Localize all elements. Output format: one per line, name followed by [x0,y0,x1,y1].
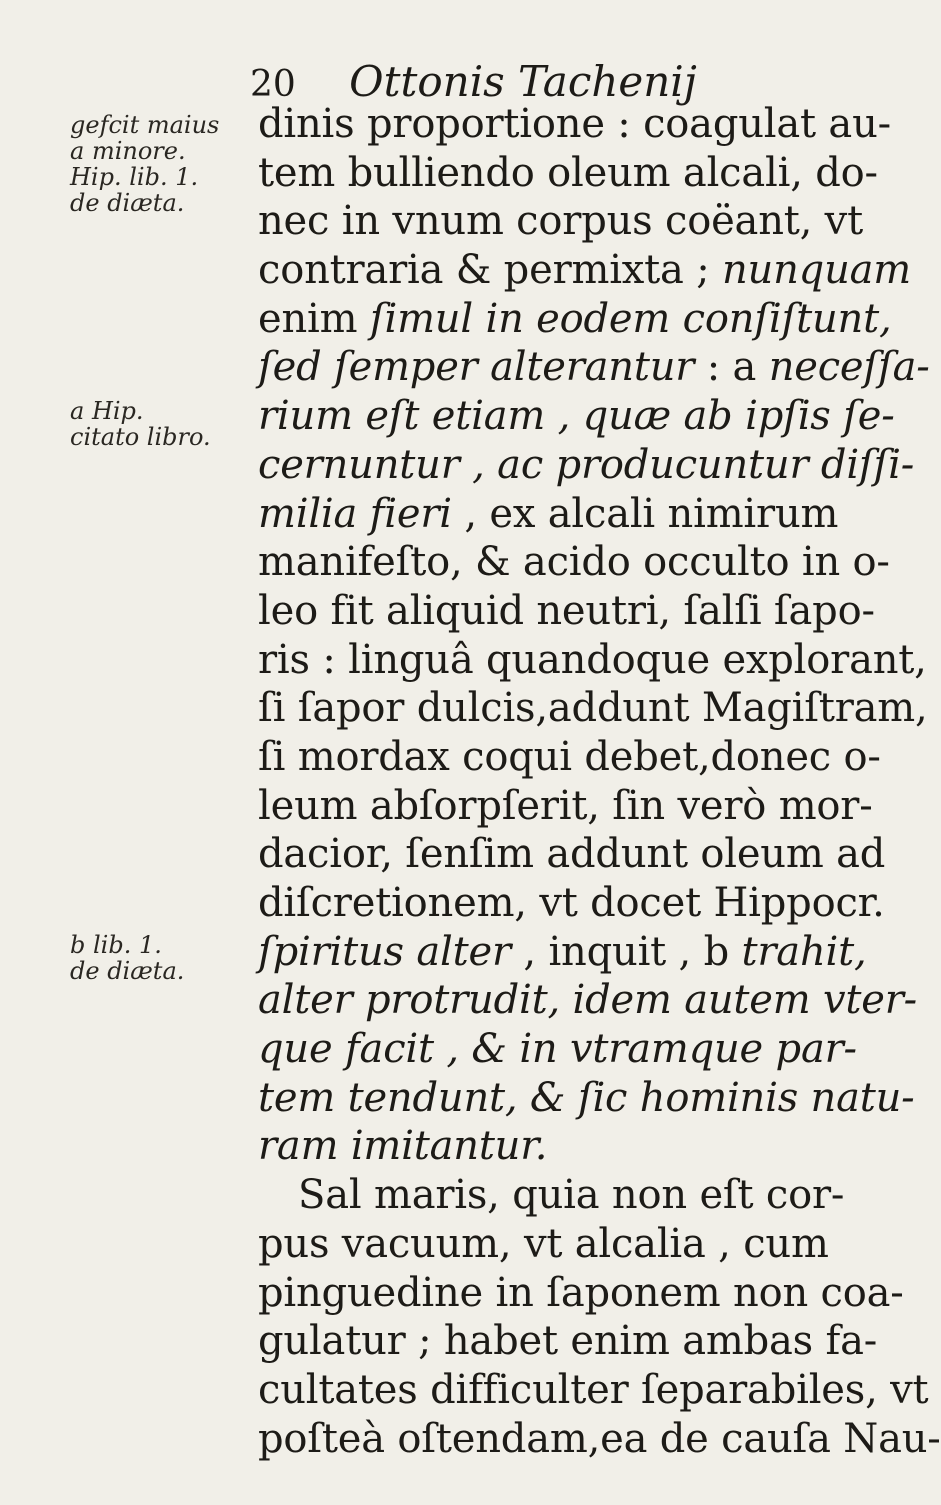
text-line [258,879,885,928]
text-line [258,343,930,392]
italic-run: que facit , & in vtramque par- [258,1026,857,1073]
italic-run: ſimul in eodem conſiſtunt, [369,295,892,342]
margin-note-1 [70,112,250,216]
italic-run: ſed ſemper alterantur [258,344,695,391]
italic-run: rium eſt etiam , quæ ab ipſis ſe- [258,393,895,440]
text-line [258,1220,829,1269]
italic-run: neceſſa- [768,344,930,391]
text-line [258,490,839,539]
text-line [258,830,886,879]
text-run: enim [258,295,370,342]
text-run: pus vacuum, vt alcalia , cum [258,1220,829,1267]
text-run: ris : linguâ quandoque explorant, [258,636,927,683]
text-run: gulatur ; habet enim ambas fa- [258,1318,878,1365]
margin-note-2 [70,398,250,450]
text-line [258,1366,929,1415]
margin-note-line: Hip. lib. 1. [70,163,199,191]
text-run: diſcretionem, vt docet Hippocr. [258,880,885,926]
text-line [258,1171,845,1220]
text-run: poſteà oſtendam,ea de cauſa Nau- [258,1415,941,1462]
margin-note-line: b lib. 1. [70,931,162,959]
margin-note-line: de diæta. [70,957,185,985]
body-text [258,100,941,1463]
text-line [258,197,863,246]
text-run: dacior, ſenſim addunt oleum ad [258,831,886,878]
text-line [258,1317,878,1366]
text-run: contraria & permixta ; [258,247,722,294]
text-line [258,295,892,344]
margin-note-line: citato libro. [70,423,211,451]
text-line [258,587,875,636]
text-line [258,1025,857,1074]
text-run: tem bulliendo oleum alcali, do- [258,149,878,196]
text-run: dinis proportione : coagulat au- [258,101,891,147]
text-run: leo fit aliquid neutri, ſalſi ſapo- [258,587,875,634]
text-line [258,100,891,149]
text-line [258,733,881,782]
italic-run: alter protrudit, idem autem vter- [258,977,917,1024]
italic-run: milia fieri [258,490,452,537]
italic-run: nunquam [722,247,912,294]
text-run: leum abſorpſerit, ſin verò mor- [258,782,873,829]
text-line [258,928,867,977]
margin-note-3 [70,932,250,984]
text-line [258,149,878,198]
text-line [258,246,912,295]
text-run: Sal maris, quia non eſt cor- [298,1172,845,1219]
running-title: Ottonis Tachenij [349,57,697,106]
page-number: 20 [250,64,296,105]
text-run: pinguedine in ſaponem non coa- [258,1269,904,1316]
text-line [258,392,895,441]
italic-run: tem tendunt, & ſic hominis natu- [258,1074,915,1121]
text-line [258,1415,941,1464]
margin-note-line: gefcit maius [70,111,220,139]
text-line [258,782,873,831]
text-run: , inquit , b [510,928,742,975]
text-line [258,1074,915,1123]
text-run: , ex alcali nimirum [451,490,839,537]
italic-run: ram imitantur. [258,1123,548,1170]
italic-run: trahit, [741,928,867,975]
text-line [258,684,928,733]
margin-note-line: a minore. [70,137,186,165]
margin-note-line: a Hip. [70,397,144,425]
text-line [258,538,890,587]
italic-run: ſpiritus alter [258,928,511,975]
text-line [258,441,915,490]
text-run: : a [694,344,769,391]
text-run: ſi mordax coqui debet,donec o- [258,733,881,780]
text-run: ſi ſapor dulcis,addunt Magiſtram, [258,685,928,732]
text-line [258,636,927,685]
text-run: manifeſto, & acido occulto in o- [258,539,890,586]
text-run: cultates difficulter ſeparabiles, vt [258,1366,929,1413]
text-line [258,976,917,1025]
text-run: nec in vnum corpus coëant, vt [258,198,863,245]
text-line [258,1269,904,1318]
text-line [258,1122,798,1171]
margin-note-line: de diæta. [70,189,185,217]
italic-run: cernuntur , ac producuntur diſſi- [258,441,915,488]
